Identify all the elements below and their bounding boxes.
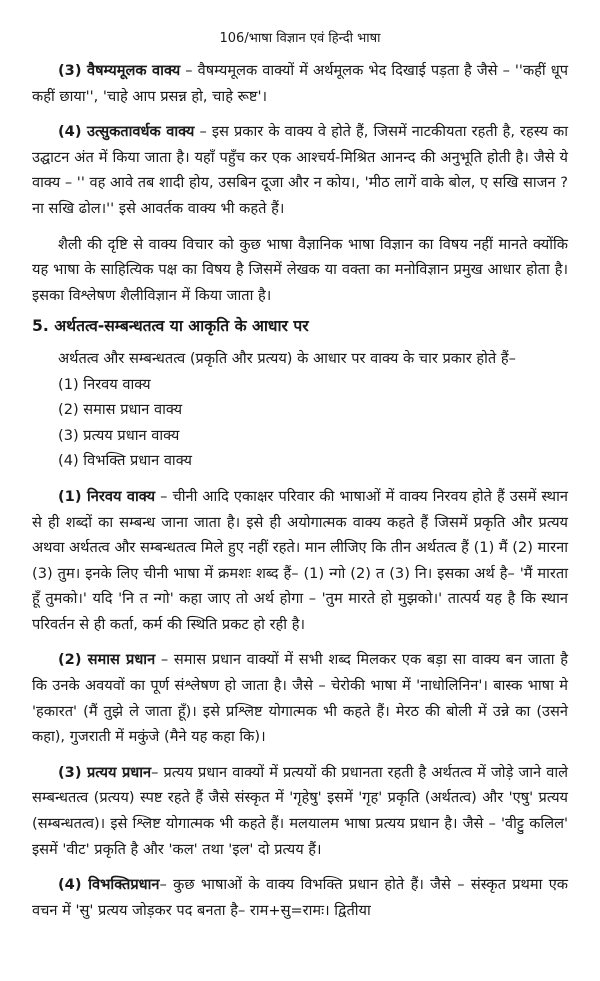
paragraph-heading: (1) निरवय वाक्य <box>58 487 156 505</box>
paragraph-contrast-sentence <box>32 58 568 109</box>
paragraph-style-note: शैली की दृष्टि से वाक्य विचार को कुछ भाषा वैज्ञानिक भाषा विज्ञान का विषय नहीं मानते क्योंकि यह भाषा के साहित्यिक पक्ष का विषय है जिसमें लेखक या वक्ता का मनोविज्ञान प्रमुख आधार होता है। इसका विश्लेषण शैलीविज्ञान में किया जाता है। <box>32 235 568 304</box>
list-item: (3) प्रत्यय प्रधान वाक्य <box>58 426 180 444</box>
section-intro: अर्थतत्व और सम्बन्धतत्व (प्रकृति और प्रत्यय) के आधार पर वाक्य के चार प्रकार होते हैं– <box>58 349 516 367</box>
paragraph-compound-sentence <box>32 647 568 749</box>
list-item: (2) समास प्रधान वाक्य <box>58 401 183 419</box>
sentence-type-list <box>32 372 568 474</box>
paragraph-heading: (4) उत्सुकतावर्धक वाक्य <box>58 123 195 141</box>
paragraph-suspense-sentence <box>32 119 568 221</box>
paragraph-text: – प्रत्यय प्रधान वाक्यों में प्रत्ययों की प्रधानता रहती है अर्थतत्व में जोड़े जाने वाले सम्बन्धतत्व (प्रत्यय) स्पष्ट रहते हैं जैसे संस्कृत में 'गृहेषु' इसमें 'गृह' प्रकृति (अर्थतत्व) और 'एषु' प्रत्यय (सम्बन्धतत्व)। इसे श्लिष्ट योगात्मक भी कहते हैं। मलयालम भाषा प्रत्यय प्रधान है। जैसे – 'वीट्टु कलिल' इसमें 'वीट' प्रकृति है और 'कल' तथा 'इल' दो प्रत्यय हैं। <box>32 763 568 858</box>
paragraph-heading: (3) वैषम्यमूलक वाक्य <box>58 62 181 79</box>
paragraph-suffix-sentence <box>32 760 568 862</box>
list-item: (1) निरवय वाक्य <box>58 375 151 393</box>
paragraph-heading: (2) समास प्रधान <box>58 651 156 669</box>
paragraph-heading: (4) विभक्तिप्रधान <box>58 876 160 894</box>
paragraph-text: – समास प्रधान वाक्यों में सभी शब्द मिलकर एक बड़ा सा वाक्य बन जाता है कि उनके अवयवों का पूर्ण संश्लेषण हो जाता है। जैसे – चेरोकी भाषा में 'नाधोलिनिन'। बास्क भाषा मे 'हकारत' (मैं तुझे ले जाता हूँ)। इसे प्रश्लिष्ट योगात्मक भी कहते हैं। मेरठ की बोली में उन्ने का (उसने कहा), गुजराती में मकुंजे (मैने यह कहा कि)। <box>32 651 568 746</box>
paragraph-isolating-sentence <box>32 484 568 638</box>
list-item: (4) विभक्ति प्रधान वाक्य <box>58 452 192 470</box>
paragraph-heading: (3) प्रत्यय प्रधान <box>58 763 152 781</box>
paragraph-text: – कुछ भाषाओं के वाक्य विभक्ति प्रधान होते हैं। जैसे – संस्कृत प्रथमा एक वचन में 'सु' प्रत्यय जोड़कर पद बनता है– राम+सु=रामः। द्वितीया <box>32 876 569 919</box>
section-heading: 5. अर्थतत्व-सम्बन्धतत्व या आकृति के आधार पर <box>32 317 309 336</box>
paragraph-text: – इस प्रकार के वाक्य वे होते हैं, जिसमें नाटकीयता रहती है, रहस्य का उद्घाटन अंत में किया जाता है। यहाँ पहुँच कर एक आश्चर्य-मिश्रित आनन्द की अनुभूति होती है। जैसे ये वाक्य – '' वह आवे तब शादी होय, उसबिन दूजा और न कोय।, 'मीठ लागें वाके बोल, ए सखि साजन ? ना सखि ढोल।'' इसे आवर्तक वाक्य भी कहते हैं। <box>32 123 569 217</box>
paragraph-inflection-sentence <box>32 872 568 923</box>
paragraph-text: – वैषम्यमूलक वाक्यों में अर्थमूलक भेद दिखाई पड़ता है जैसे – ''कहीं धूप कहीं छाया'', 'चाहे आप प्रसन्न हो, चाहे रूष्ट'। <box>32 62 568 105</box>
running-header: 106/भाषा विज्ञान एवं हिन्दी भाषा <box>219 31 381 46</box>
paragraph-text: – चीनी आदि एकाक्षर परिवार की भाषाओं में वाक्य निरवय होते हैं उसमें स्थान से ही शब्दों का सम्बन्ध जाना जाता है। इसे ही अयोगात्मक वाक्य कहते हैं जिसमें प्रकृति और प्रत्यय अथवा अर्थतत्व और सम्बन्धतत्व मिले हुए नहीं रहते। मान लीजिए कि तीन अर्थतत्व हैं (1) मैं (2) मारना (3) तुम। इनके लिए चीनी भाषा में क्रमशः शब्द हैं– (1) न्गो (2) त (3) नि। इसका अर्थ है– 'मैं मारता हूँ तुमको।' यदि 'नि त न्गो' कहा जाए तो अर्थ होगा – 'तुम मारते हो मुझको।' तात्पर्य यह है कि स्थान परिवर्तन से ही कर्ता, कर्म की स्थिति प्रकट हो रही है। <box>32 487 568 633</box>
